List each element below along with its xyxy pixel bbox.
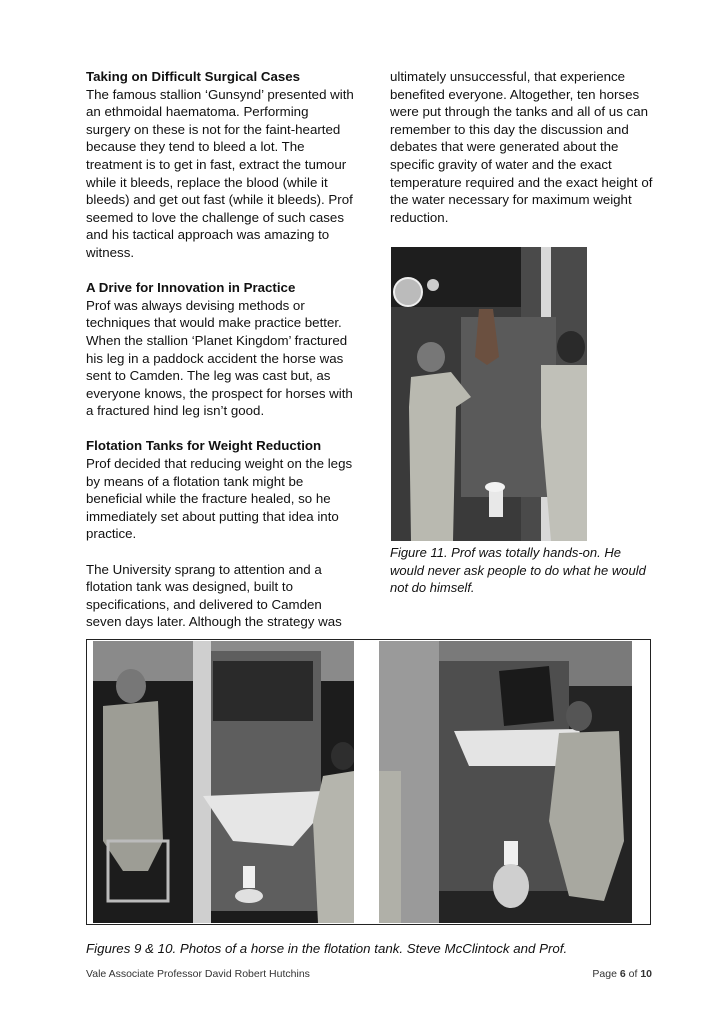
heading-surgical-cases: Taking on Difficult Surgical Cases [86, 69, 301, 84]
figure-10-photo [379, 641, 632, 923]
figures-9-10-caption: Figures 9 & 10. Photos of a horse in the flotation tank. Steve McClintock and Prof. [86, 941, 568, 956]
heading-flotation-tanks: Flotation Tanks for Weight Reduction [86, 438, 322, 454]
paragraph-surgical-cases: The famous stallion ‘Gunsynd’ presented with an ethmoidal haematoma. Performing surgery on these is not for the faint-hearted because they tend to bleed a lot. The treatment is to get in fast, extract the tumour while it bleeds, replace the blood (while it bleeds) and get out fast (while it bleeds). Prof seemed to love the challenge of such cases and his tactical approach was amazing to witness. [86, 86, 354, 260]
right-column [390, 68, 660, 226]
footer-title: Vale Associate Professor David Robert Hutchins [86, 968, 310, 980]
left-column [86, 68, 356, 631]
paragraph-flotation-1: Prof decided that reducing weight on the legs by means of a flotation tank might be beneficial while the fracture healed, so he immediately set about putting that idea into practice. [86, 456, 353, 542]
page-footer [86, 968, 652, 980]
paragraph-flotation-2: The University sprang to attention and a flotation tank was designed, built to specifications, and delivered to Camden seven days later. Although the strategy was [86, 561, 342, 630]
figure-11-caption: Figure 11. Prof was totally hands-on. He would never ask people to do what he would not do himself. [390, 545, 646, 596]
current-page: 6 [619, 968, 626, 980]
page-number: Page 6 of 10 [592, 968, 652, 980]
figure-11-photo [391, 247, 587, 541]
total-pages: 10 [640, 968, 652, 980]
figure-9-photo [93, 641, 354, 923]
paragraph-innovation: Prof was always devising methods or techniques that would make practice better. When the stallion ‘Planet Kingdom’ fractured his leg in a paddock accident the horse was sent to Camden. The leg was cast but, as everyone knows, the prospect for horses with a fractured hind leg isn’t good. [86, 297, 353, 419]
heading-innovation: A Drive for Innovation in Practice [86, 280, 296, 296]
paragraph-continued: ultimately unsuccessful, that experience benefited everyone. Altogether, ten horses were put through the tanks and all of us can remember to this day the discussion and debates that were generated about the specific gravity of water and the exact temperature required and the exact height of the water necessary for maximum weight reduction. [390, 69, 653, 225]
